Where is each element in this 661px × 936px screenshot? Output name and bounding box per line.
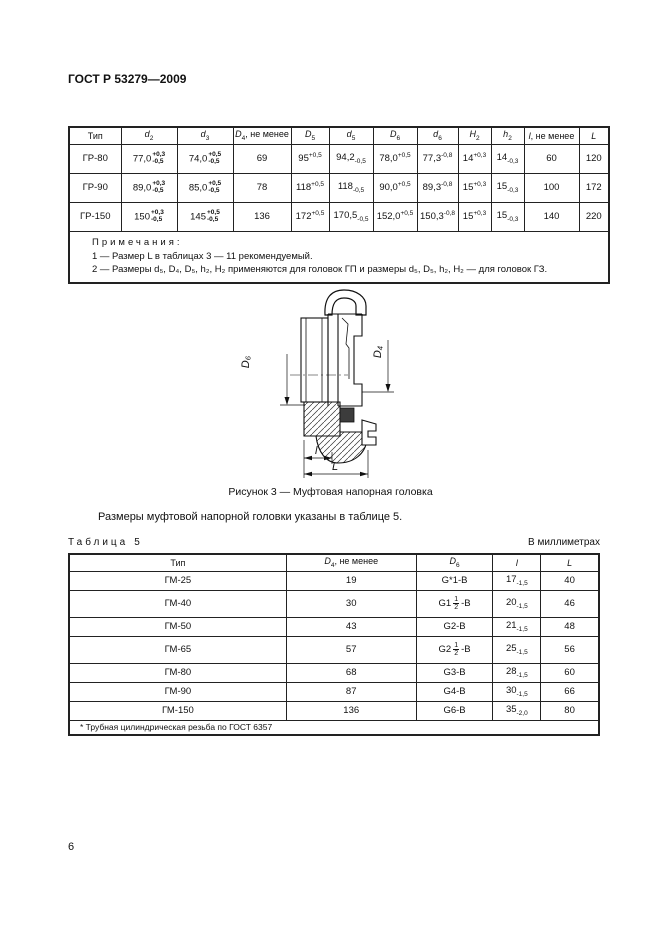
table5-cell: $28_{-1,5}$	[493, 663, 541, 682]
table5-type-cell: ГМ-65	[69, 636, 286, 663]
notes-label: Примечания:	[92, 236, 183, 248]
note-line: 2 — Размеры d₅, D₄, D₅, h₂, H₂ применяются для головок ГП и размеры d₅, D₅, h₂, H₂ — для головок ГЗ.	[92, 263, 548, 275]
table5-cell: 68	[286, 663, 416, 682]
table4-cell: $152,0^{+0,5}$	[373, 202, 417, 231]
table4-cell: 172	[579, 173, 609, 202]
table5-thread-cell: G6-B	[416, 701, 493, 720]
table4-header-cell: $H_2$	[458, 127, 491, 144]
table5-cell: $35_{-2,0}$	[493, 701, 541, 720]
table-row	[69, 617, 599, 636]
table4-header-cell: $h_2$	[491, 127, 524, 144]
table5-cell: $17_{-1,5}$	[493, 571, 541, 590]
table4-cell: $77,3^{-0,8}$	[417, 144, 458, 173]
table5-type-cell: ГМ-90	[69, 682, 286, 701]
table5-footnote-cell: * Трубная цилиндрическая резьба по ГОСТ 6357	[69, 720, 599, 735]
table4-type-cell: ГР-150	[69, 202, 121, 231]
table4-cell: $90,0^{+0,5}$	[373, 173, 417, 202]
table4-cell: $14_{-0,3}$	[491, 144, 524, 173]
table5-title-bar	[68, 537, 600, 548]
table5-thread-cell: G2-B	[416, 617, 493, 636]
table4-cell: 74,0 +0,5 -0,5	[177, 144, 233, 173]
table4-cell: $78,0^{+0,5}$	[373, 144, 417, 173]
table5-cell: 43	[286, 617, 416, 636]
table5-header-cell: $D_6$	[416, 554, 493, 571]
table4-cell: 85,0 +0,5 -0,5	[177, 173, 233, 202]
table5-cell: 66	[541, 682, 599, 701]
table5-cell: 87	[286, 682, 416, 701]
table4-header-cell: Тип	[69, 127, 121, 144]
table4-cell: 77,0 +0,3 -0,5	[121, 144, 177, 173]
table5-thread-cell: G2 $\frac{1}{2}$ -B	[416, 636, 493, 663]
table5-header-row	[69, 554, 599, 571]
table5-cell: $20_{-1,5}$	[493, 590, 541, 617]
figure-coupling-head	[228, 284, 448, 482]
table5-cell: $21_{-1,5}$	[493, 617, 541, 636]
table4-type-cell: ГР-90	[69, 173, 121, 202]
table4-header-cell: l, не менее	[524, 127, 579, 144]
figure-caption: Рисунок 3 — Муфтовая напорная головка	[228, 486, 433, 498]
table5-type-cell: ГМ-25	[69, 571, 286, 590]
table-4	[68, 126, 610, 284]
table-row	[69, 571, 599, 590]
table4-cell: 140	[524, 202, 579, 231]
table4-cell: 69	[233, 144, 291, 173]
table4-cell: $170,5_{-0,5}$	[329, 202, 373, 231]
note-line: 1 — Размер L в таблицах 3 — 11 рекомендуемый.	[92, 250, 313, 262]
table-row	[69, 590, 599, 617]
technical-drawing	[228, 284, 448, 482]
table4-cell: $94,2_{-0,5}$	[329, 144, 373, 173]
table4-cell: 220	[579, 202, 609, 231]
table-row	[69, 682, 599, 701]
table4-cell: $118_{-0,5}$	[329, 173, 373, 202]
table5-type-cell: ГМ-40	[69, 590, 286, 617]
table5-type-cell: ГМ-80	[69, 663, 286, 682]
table5-cell: 57	[286, 636, 416, 663]
table-5-container	[68, 553, 600, 736]
dimension-label-d4: D₄	[372, 345, 385, 359]
table5-cell: 48	[541, 617, 599, 636]
table-row	[69, 202, 609, 231]
table4-cell: $95^{+0,5}$	[291, 144, 329, 173]
table4-cell: $14^{+0,3}$	[458, 144, 491, 173]
table-row	[69, 663, 599, 682]
table5-cell: 56	[541, 636, 599, 663]
table5-cell: 40	[541, 571, 599, 590]
table4-header-cell: L	[579, 127, 609, 144]
table5-thread-cell: G1 $\frac{1}{2}$ -B	[416, 590, 493, 617]
table4-cell: 100	[524, 173, 579, 202]
table4-cell: $150,3^{-0,8}$	[417, 202, 458, 231]
page-number: 6	[68, 841, 75, 853]
table-row	[69, 636, 599, 663]
table5-header-cell: l	[493, 554, 541, 571]
table4-cell: 78	[233, 173, 291, 202]
table-row	[69, 144, 609, 173]
table4-cell: 136	[233, 202, 291, 231]
table4-cell: 60	[524, 144, 579, 173]
body-paragraph: Размеры муфтовой напорной головки указаны в таблице 5.	[98, 511, 403, 523]
table5-title	[68, 537, 140, 548]
table-row	[69, 701, 599, 720]
table5-type-cell: ГМ-150	[69, 701, 286, 720]
table4-cell: $89,3^{-0,8}$	[417, 173, 458, 202]
table4-type-cell: ГР-80	[69, 144, 121, 173]
table5-thread-cell: G4-B	[416, 682, 493, 701]
table5-header-cell: Тип	[69, 554, 286, 571]
table5-cell: 80	[541, 701, 599, 720]
table4-cell: 120	[579, 144, 609, 173]
table5-header-cell: L	[541, 554, 599, 571]
table-4-container	[68, 126, 600, 284]
document-title: ГОСТ Р 53279—2009	[68, 72, 187, 86]
table4-cell: 145 +0,5 -0,5	[177, 202, 233, 231]
table5-title-word: Таблица	[68, 537, 129, 548]
table4-header-cell: $D_4$, не менее	[233, 127, 291, 144]
table5-title-number: 5	[134, 537, 140, 548]
table5-cell: 30	[286, 590, 416, 617]
table5-footnote-row	[69, 720, 599, 735]
table4-header-cell: $D_6$	[373, 127, 417, 144]
table4-header-cell: $d_2$	[121, 127, 177, 144]
table4-header-row	[69, 127, 609, 144]
table4-cell: $15^{+0,3}$	[458, 173, 491, 202]
table5-thread-cell: G3-B	[416, 663, 493, 682]
table4-header-cell: $d_5$	[329, 127, 373, 144]
table5-cell: 46	[541, 590, 599, 617]
dimension-label-L: L	[332, 461, 339, 473]
table5-cell: $25_{-1,5}$	[493, 636, 541, 663]
dimension-label-d6: D₆	[240, 355, 253, 369]
table4-header-cell: $d_3$	[177, 127, 233, 144]
table4-cell: $15_{-0,3}$	[491, 173, 524, 202]
table-row	[69, 173, 609, 202]
table5-thread-cell: G*1-B	[416, 571, 493, 590]
table4-header-cell: $D_5$	[291, 127, 329, 144]
table5-cell: 136	[286, 701, 416, 720]
table4-notes-cell	[69, 231, 609, 283]
table4-notes-row	[69, 231, 609, 283]
table4-cell: 89,0 +0,3 -0,5	[121, 173, 177, 202]
table4-cell: $15^{+0,3}$	[458, 202, 491, 231]
table4-cell: $172^{+0,5}$	[291, 202, 329, 231]
dimension-label-l: l	[315, 445, 318, 457]
table4-cell: $15_{-0,3}$	[491, 202, 524, 231]
table4-header-cell: $d_6$	[417, 127, 458, 144]
table5-type-cell: ГМ-50	[69, 617, 286, 636]
table4-cell: 150 +0,3 -0,5	[121, 202, 177, 231]
table5-cell: 19	[286, 571, 416, 590]
table-5	[68, 553, 600, 736]
table4-cell: $118^{+0,5}$	[291, 173, 329, 202]
table5-cell: 60	[541, 663, 599, 682]
table5-cell: $30_{-1,5}$	[493, 682, 541, 701]
table5-header-cell: $D_4$, не менее	[286, 554, 416, 571]
table5-units-label: В миллиметрах	[528, 537, 600, 548]
